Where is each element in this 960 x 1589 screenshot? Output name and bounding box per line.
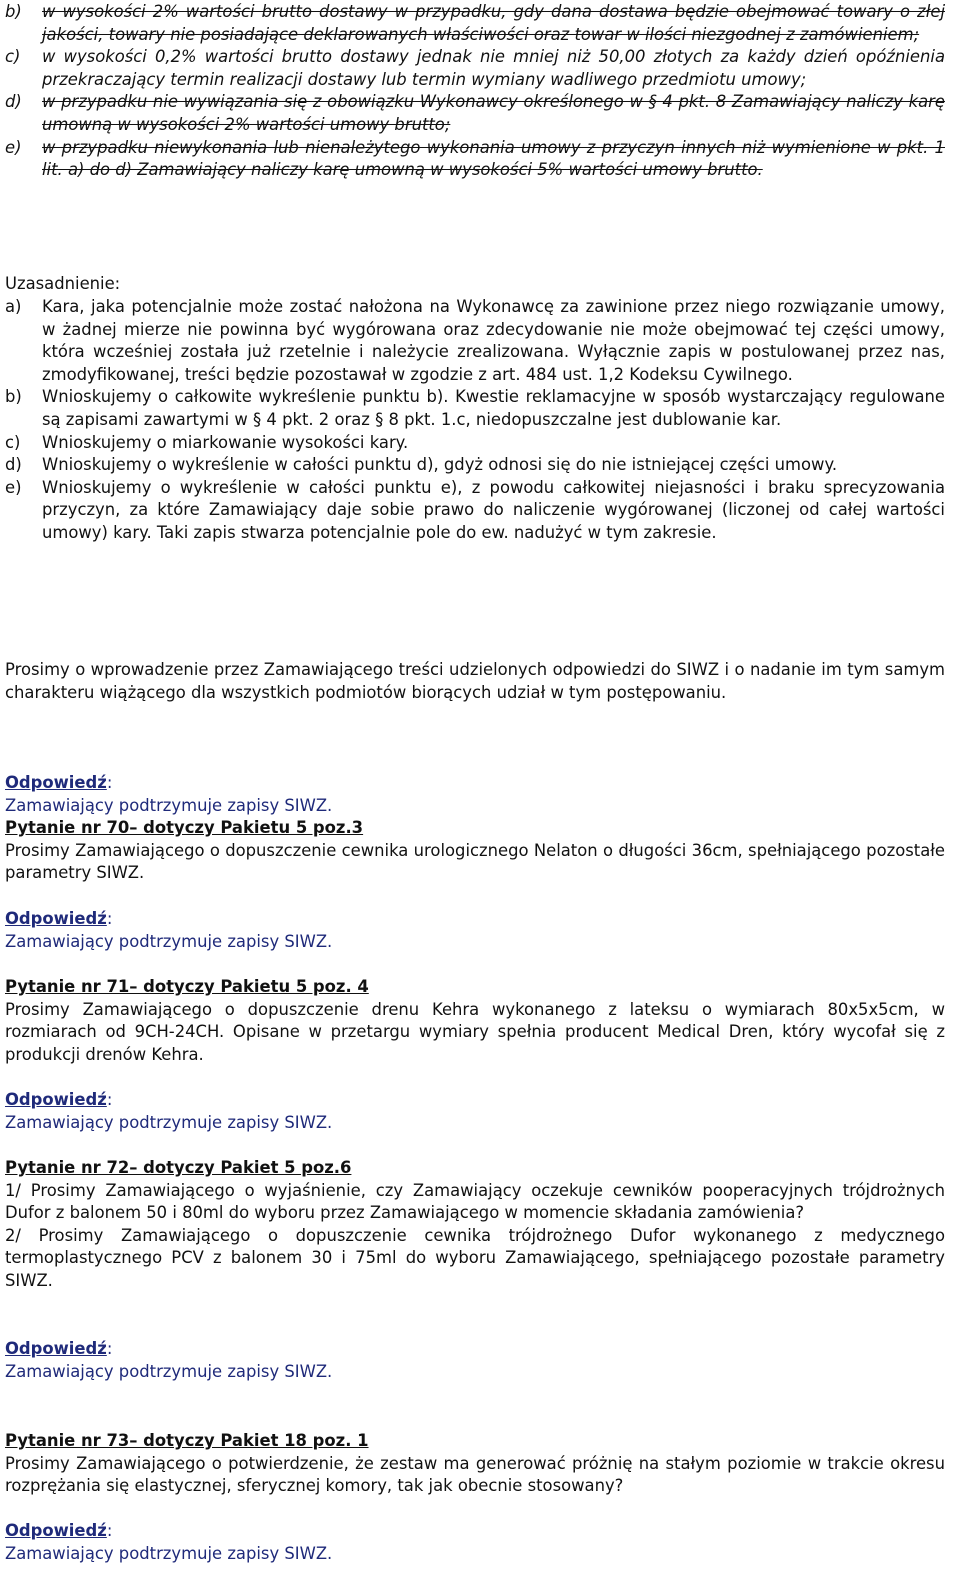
question-title: Pytanie nr 72– dotyczy Pakiet 5 poz.6 (5, 1158, 352, 1177)
answer-block (5, 1089, 945, 1134)
justification-text: Wnioskujemy o miarkowanie wysokości kary. (42, 432, 409, 452)
justification-text: Wnioskujemy o wykreślenie w całości punktu d), gdyż odnosi się do nie istniejącej części umowy. (42, 455, 838, 475)
justification-marker: d) (5, 455, 22, 475)
question-71 (5, 976, 945, 1066)
justification-item-a (5, 296, 945, 386)
question-title: Pytanie nr 70– dotyczy Pakietu 5 poz.3 (5, 818, 364, 837)
question-title: Pytanie nr 73– dotyczy Pakiet 18 poz. 1 (5, 1431, 369, 1450)
penalty-item-e (5, 137, 945, 182)
answer-text: Zamawiający podtrzymuje zapisy SIWZ. (5, 1543, 333, 1563)
penalty-item-d (5, 91, 945, 136)
answer-label-line (5, 908, 945, 931)
question-70 (5, 817, 945, 885)
answer-label-line (5, 1520, 945, 1543)
answer-label: Odpowiedź (5, 1339, 107, 1358)
answer-colon: : (106, 909, 113, 928)
penalty-item-c (5, 46, 945, 91)
answer-label-line (5, 1338, 945, 1361)
answer-colon: : (106, 773, 113, 792)
question-text: Prosimy Zamawiającego o dopuszczenie cewnika urologicznego Nelaton o długości 36cm, spełniającego pozostałe parametry SIWZ. (5, 840, 945, 883)
penalty-text: w wysokości 0,2% wartości brutto dostawy jednak nie mniej niż 50,00 złotych za każdy dzień opóźnienia przekraczający termin realizacji dostawy lub termin wymiany wadliwego przedmiotu umowy; (42, 47, 945, 89)
answer-colon: : (106, 1339, 113, 1358)
answer-label: Odpowiedź (5, 909, 107, 928)
answer-colon: : (106, 1090, 113, 1109)
penalty-text: w wysokości 2% wartości brutto dostawy w przypadku, gdy dana dostawa będzie obejmować towary o złej jakości, towary nie posiadające deklarowanych właściwości oraz towar w ilości niezgodnej z zamówieniem; (42, 2, 945, 44)
justification-text: Wnioskujemy o całkowite wykreślenie punktu b). Kwestie reklamacyjne w sposób wystarczający regulowane są zapisami zawartymi w § 4 pkt. 2 oraz § 8 pkt. 1.c, niedopuszczalne jest dublowanie kar. (42, 387, 945, 429)
penalty-list (5, 1, 945, 182)
question-72 (5, 1157, 945, 1293)
justification-item-c (5, 432, 945, 455)
justification-list (5, 296, 945, 545)
justification-text: Kara, jaka potencjalnie może zostać nałożona na Wykonawcę za zawinione przez niego rozwiązanie umowy, w żadnej mierze nie powinna być wygórowana oraz zdecydowanie nie może obejmować tej części umowy, która wcześniej została już rzetelnie i należycie zrealizowana. Wyłącznie zapis w postulowanej przez nas, zmodyfikowanej, treści będzie pozostawał w zgodzie z art. 484 ust. 1,2 Kodeksu Cywilnego. (42, 297, 945, 384)
question-text: Prosimy Zamawiającego o potwierdzenie, że zestaw ma generować próżnię na stałym poziomie w trakcie okresu rozprężania się elastycznej, sferycznej komory, tak jak obecnie stosowany? (5, 1453, 945, 1496)
justification-item-d (5, 454, 945, 477)
penalty-text: w przypadku nie wywiązania się z obowiązku Wykonawcy określonego w § 4 pkt. 8 Zamawiający naliczy karę umowną w wysokości 2% wartości umowy brutto; (42, 92, 945, 134)
justification-marker: e) (5, 477, 22, 497)
answer-colon: : (106, 1521, 113, 1540)
justification-item-e (5, 477, 945, 545)
answer-block (5, 908, 945, 953)
question-text: 1/ Prosimy Zamawiającego o wyjaśnienie, czy Zamawiający oczekuje cewników pooperacyjnych trójdrożnych Dufor z balonem 50 i 80ml do wyboru przez Zamawiającego w momencie składania zamówienia? (5, 1180, 945, 1223)
answer-label-line (5, 772, 945, 795)
justification-marker: a) (5, 297, 22, 316)
question-text: 2/ Prosimy Zamawiającego o dopuszczenie cewnika trójdrożnego Dufor wykonanego z medycznego termoplastycznego PCV z balonem 30 i 75ml do wyboru Zamawiającego, spełniającego pozostałe parametry SIWZ. (5, 1225, 945, 1290)
answer-block (5, 1520, 945, 1565)
penalty-marker: c) (5, 47, 21, 67)
answer-label: Odpowiedź (5, 1521, 107, 1540)
answer-block (5, 772, 945, 817)
answer-text: Zamawiający podtrzymuje zapisy SIWZ. (5, 1112, 333, 1132)
justification-marker: c) (5, 432, 21, 452)
justification-item-b (5, 386, 945, 431)
question-title: Pytanie nr 71– dotyczy Pakietu 5 poz. 4 (5, 977, 369, 996)
answer-label-line (5, 1089, 945, 1112)
answer-label: Odpowiedź (5, 1090, 107, 1109)
penalty-marker: e) (5, 137, 22, 157)
answer-text: Zamawiający podtrzymuje zapisy SIWZ. (5, 1361, 333, 1381)
justification-text: Wnioskujemy o wykreślenie w całości punktu e), z powodu całkowitej niejasności i braku sprecyzowania przyczyn, za które Zamawiający daje sobie prawo do naliczenie wygórowanej (liczonej od całej wartości umowy) kary. Taki zapis stwarza potencjalnie pole do ew. nadużyć w tym zakresie. (42, 477, 945, 542)
penalty-item-b (5, 1, 945, 46)
closing-request: Prosimy o wprowadzenie przez Zamawiającego treści udzielonych odpowiedzi do SIWZ i o nadanie im tym samym charakteru wiążącego dla wszystkich podmiotów biorących udział w tym postępowaniu. (5, 660, 945, 702)
question-text: Prosimy Zamawiającego o dopuszczenie drenu Kehra wykonanego z lateksu o wymiarach 80x5x5cm, w rozmiarach od 9CH-24CH. Opisane w przetargu wymiary spełnia producent Medical Dren, który wycofał się z produkcji drenów Kehra. (5, 999, 945, 1064)
justification-label: Uzasadnienie: (5, 274, 121, 293)
answer-block (5, 1338, 945, 1383)
penalty-text: w przypadku niewykonania lub nienależytego wykonania umowy z przyczyn innych niż wymienione w pkt. 1 lit. a) do d) Zamawiający naliczy karę umowną w wysokości 5% wartości umowy brutto. (42, 137, 945, 180)
answer-label: Odpowiedź (5, 773, 107, 792)
penalty-marker: b) (5, 2, 22, 21)
justification-marker: b) (5, 387, 22, 407)
question-73 (5, 1430, 945, 1498)
answer-text: Zamawiający podtrzymuje zapisy SIWZ. (5, 931, 333, 951)
penalty-marker: d) (5, 92, 22, 112)
answer-text: Zamawiający podtrzymuje zapisy SIWZ. (5, 795, 333, 815)
